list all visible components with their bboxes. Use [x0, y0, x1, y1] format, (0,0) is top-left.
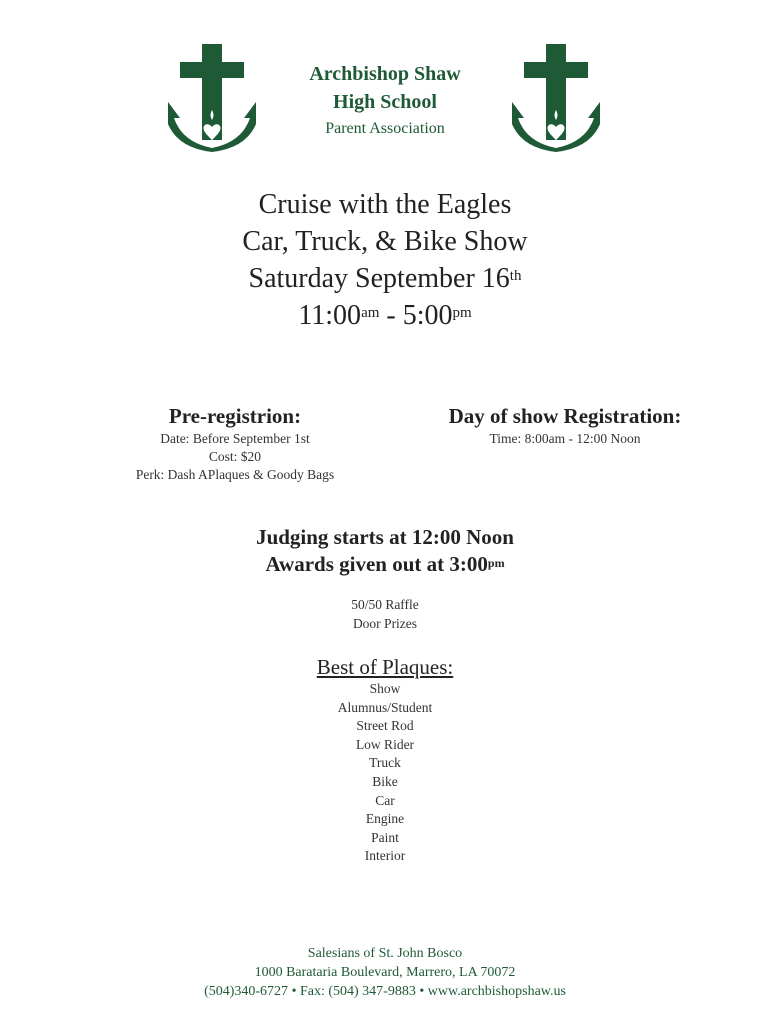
- pre-registration-heading: Pre-registrion:: [168, 404, 302, 428]
- event-time-start: 11:00: [298, 300, 362, 331]
- event-time-end-suffix: pm: [452, 305, 472, 321]
- footer-organization: Salesians of St. John Bosco: [307, 946, 463, 961]
- event-date-suffix: th: [509, 268, 522, 284]
- extras-list: [0, 595, 770, 633]
- pre-registration: [100, 402, 370, 484]
- event-title-block: [0, 186, 770, 334]
- event-time: [0, 297, 770, 334]
- list-item: Interior: [364, 848, 406, 864]
- pre-registration-cost: Cost: $20: [208, 449, 262, 464]
- footer-contact: [0, 982, 770, 1001]
- plaques-section: [0, 654, 770, 866]
- list-item: Door Prizes: [352, 616, 418, 631]
- event-time-end: 5:00: [402, 300, 453, 331]
- event-date: [0, 260, 770, 297]
- list-item: Street Rod: [356, 718, 414, 734]
- awards-time-text: Awards given out at 3:00: [265, 552, 488, 576]
- judging-block: [0, 524, 770, 578]
- pre-registration-perk: Perk: Dash APlaques & Goody Bags: [135, 467, 335, 482]
- list-item: 50/50 Raffle: [351, 597, 419, 612]
- judging-start: Judging starts at 12:00 Noon: [256, 525, 514, 549]
- awards-time-suffix: pm: [487, 556, 505, 570]
- list-item: Truck: [369, 755, 401, 771]
- list-item: Show: [369, 681, 401, 696]
- school-header: [270, 60, 500, 140]
- day-registration: [420, 402, 710, 448]
- event-title-line1: Cruise with the Eagles: [258, 189, 512, 220]
- list-item: Car: [375, 792, 395, 808]
- bullet-separator: •: [291, 984, 297, 999]
- footer: [0, 944, 770, 1001]
- event-title-line2: Car, Truck, & Bike Show: [242, 226, 528, 257]
- list-item: Bike: [372, 773, 398, 789]
- association-name: Parent Association: [325, 120, 445, 137]
- event-date-text: Saturday September 16: [248, 263, 510, 294]
- list-item: Engine: [365, 811, 405, 827]
- school-name-line2: High School: [333, 91, 437, 113]
- pre-registration-date: Date: Before September 1st: [160, 431, 310, 446]
- anchor-cross-heart-icon: [166, 44, 258, 152]
- event-time-separator: -: [379, 300, 403, 331]
- day-registration-heading: Day of show Registration:: [448, 404, 682, 428]
- footer-address: 1000 Barataria Boulevard, Marrero, LA 70072: [254, 965, 516, 980]
- list-item: Low Rider: [355, 736, 415, 752]
- list-item: Paint: [371, 829, 399, 845]
- awards-time: [0, 551, 770, 578]
- day-registration-time: Time: 8:00am - 12:00 Noon: [489, 431, 641, 446]
- footer-fax: Fax: (504) 347-9883: [299, 984, 416, 999]
- school-name-line1: Archbishop Shaw: [309, 63, 461, 85]
- bullet-separator: •: [419, 984, 425, 999]
- anchor-cross-heart-icon: [510, 44, 602, 152]
- plaques-heading: Best of Plaques:: [316, 655, 454, 679]
- footer-phone: (504)340-6727: [204, 984, 289, 999]
- event-time-start-suffix: am: [361, 305, 380, 321]
- footer-website: www.archbishopshaw.us: [427, 984, 566, 999]
- list-item: Alumnus/Student: [337, 699, 433, 715]
